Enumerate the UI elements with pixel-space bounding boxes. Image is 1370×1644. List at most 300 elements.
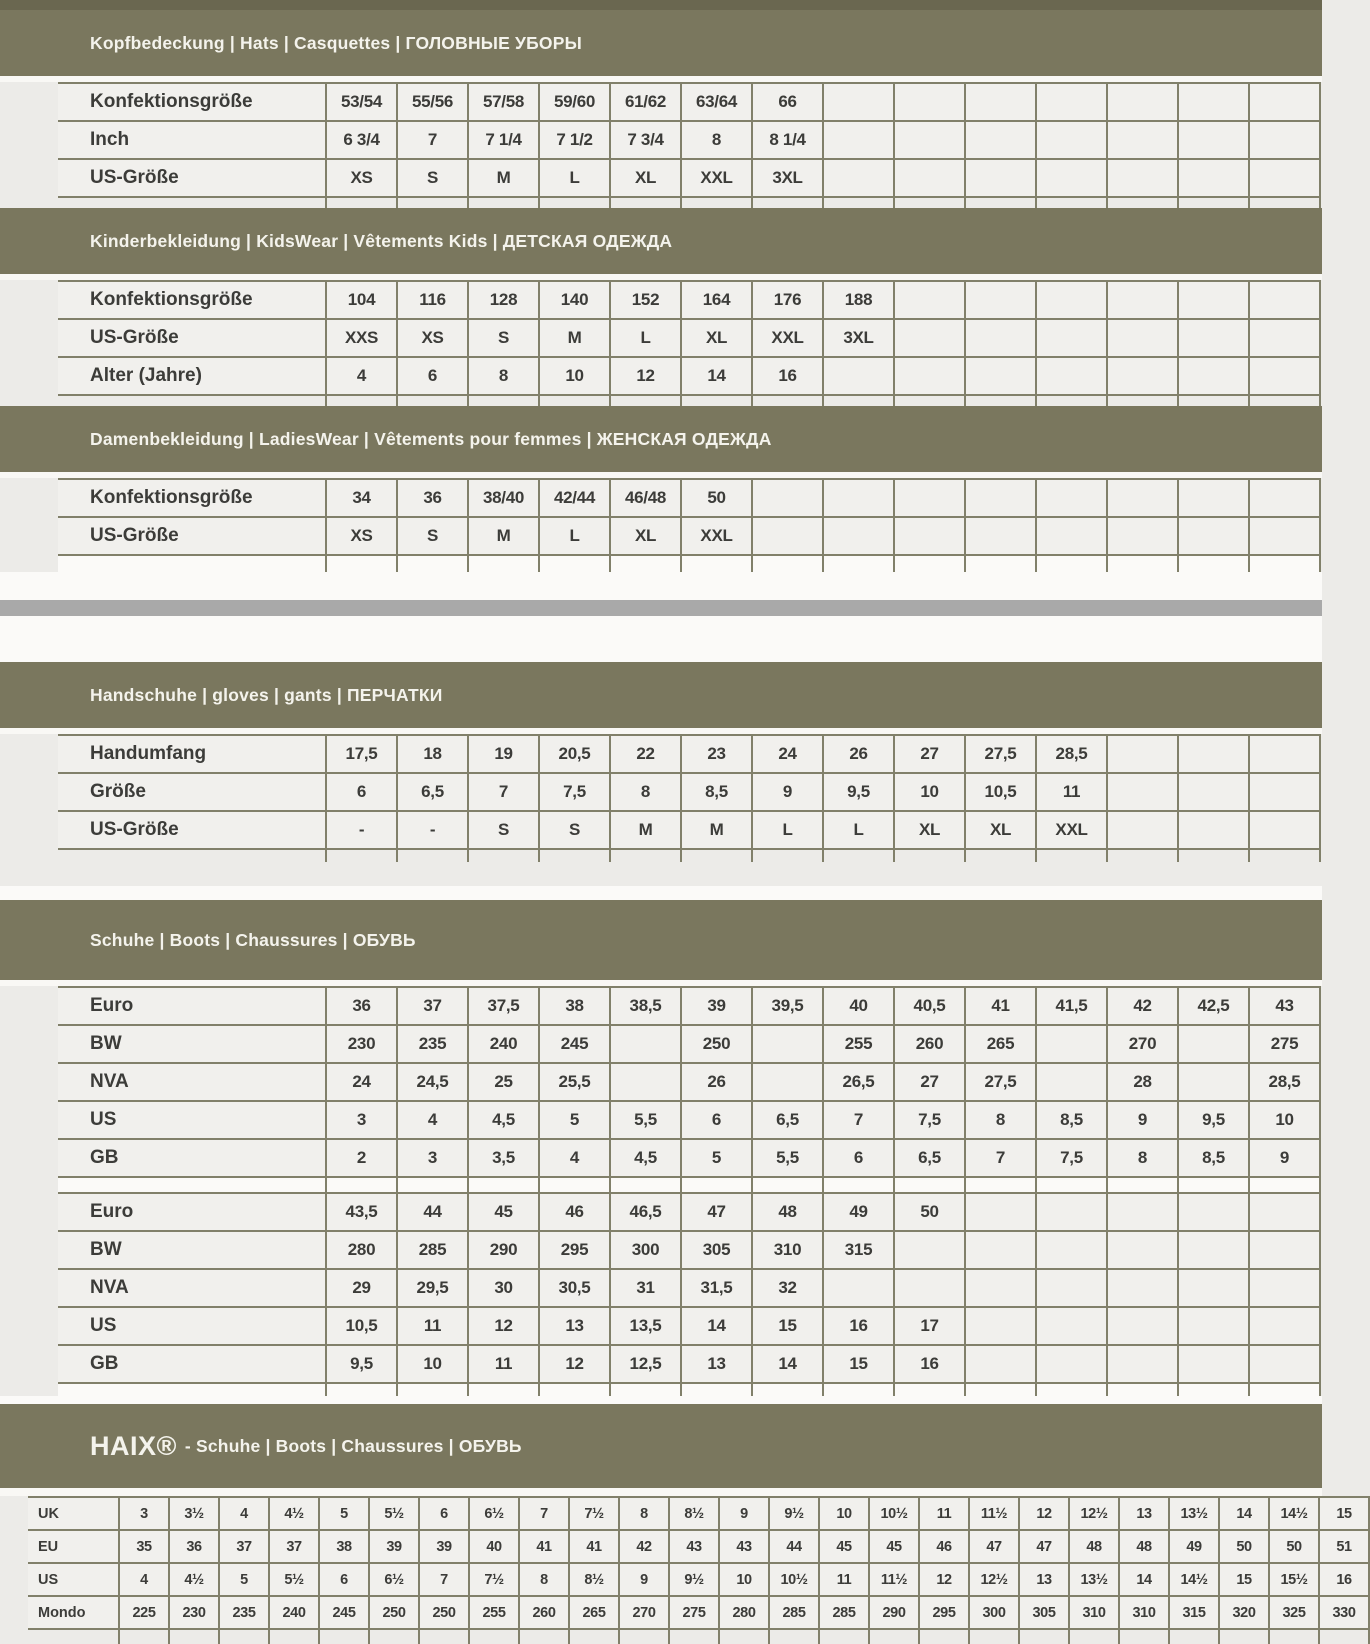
size-cell: 12½ — [1069, 1497, 1119, 1530]
size-cell: 305 — [1019, 1596, 1069, 1629]
size-cell: 10 — [397, 1345, 468, 1383]
size-cell: 27 — [894, 735, 965, 773]
size-cell: 50 — [894, 1193, 965, 1231]
page-gap — [0, 862, 1322, 886]
size-cell: 12½ — [969, 1563, 1019, 1596]
size-cell: 188 — [823, 281, 894, 319]
size-cell: 47 — [681, 1193, 752, 1231]
size-cell: 10 — [819, 1497, 869, 1530]
size-cell — [1249, 357, 1320, 395]
size-cell: 43 — [1249, 987, 1320, 1025]
size-cell: XXS — [326, 319, 397, 357]
size-cell: 35 — [119, 1530, 169, 1563]
size-cell: 8,5 — [1178, 1139, 1249, 1177]
size-cell: 66 — [752, 83, 823, 121]
size-cell: 8½ — [669, 1497, 719, 1530]
size-cell: 9 — [1249, 1139, 1320, 1177]
size-cell: 8½ — [569, 1563, 619, 1596]
size-cell — [1249, 1193, 1320, 1231]
size-cell: 41,5 — [1036, 987, 1107, 1025]
size-cell: 29 — [326, 1269, 397, 1307]
size-cell: 10½ — [869, 1497, 919, 1530]
size-cell: 15 — [823, 1345, 894, 1383]
size-cell: L — [610, 319, 681, 357]
size-cell: 39 — [681, 987, 752, 1025]
size-cell: 46 — [539, 1193, 610, 1231]
white-band — [0, 1396, 1322, 1404]
size-cell: 5½ — [369, 1497, 419, 1530]
size-cell: 4 — [219, 1497, 269, 1530]
size-cell: XXL — [1036, 811, 1107, 849]
size-cell: 7 1/4 — [468, 121, 539, 159]
size-cell: 4 — [326, 357, 397, 395]
size-cell: 235 — [219, 1596, 269, 1629]
size-cell: 9,5 — [823, 773, 894, 811]
size-cell: 6,5 — [397, 773, 468, 811]
white-band — [0, 572, 1322, 600]
size-cell: 22 — [610, 735, 681, 773]
size-cell — [894, 83, 965, 121]
size-cell — [965, 517, 1036, 555]
table-row — [58, 1193, 1320, 1231]
size-cell: 6 — [326, 773, 397, 811]
size-cell — [1036, 1345, 1107, 1383]
size-cell — [894, 159, 965, 197]
size-cell: 42 — [1107, 987, 1178, 1025]
border-stub-row — [58, 395, 1320, 406]
size-cell — [965, 121, 1036, 159]
size-cell: 14 — [752, 1345, 823, 1383]
size-cell: 36 — [169, 1530, 219, 1563]
top-dark-strip — [0, 0, 1322, 10]
size-cell: 6 — [419, 1497, 469, 1530]
size-cell — [1107, 1193, 1178, 1231]
table-row — [58, 1025, 1320, 1063]
row-label: Alter (Jahre) — [58, 357, 326, 395]
section-title: Damenbekleidung | LadiesWear | Vêtements pour femmes | ЖЕНСКАЯ ОДЕЖДА — [90, 428, 772, 449]
size-cell: 176 — [752, 281, 823, 319]
size-cell — [1249, 159, 1320, 197]
size-cell: 17 — [894, 1307, 965, 1345]
size-cell: 4 — [119, 1563, 169, 1596]
size-cell: 12 — [1019, 1497, 1069, 1530]
size-cell: 4 — [397, 1101, 468, 1139]
size-cell — [1249, 1345, 1320, 1383]
size-cell — [1178, 83, 1249, 121]
size-cell — [1249, 517, 1320, 555]
size-cell: 40 — [823, 987, 894, 1025]
size-cell: 3½ — [169, 1497, 219, 1530]
size-cell — [1178, 811, 1249, 849]
size-cell: XXL — [681, 517, 752, 555]
size-cell: 270 — [1107, 1025, 1178, 1063]
size-cell: 7,5 — [894, 1101, 965, 1139]
size-cell: 40,5 — [894, 987, 965, 1025]
size-cell: 46/48 — [610, 479, 681, 517]
size-cell: 15 — [1319, 1497, 1369, 1530]
size-cell — [823, 479, 894, 517]
size-cell: 41 — [569, 1530, 619, 1563]
size-cell — [894, 319, 965, 357]
size-cell — [965, 281, 1036, 319]
size-cell — [1107, 357, 1178, 395]
size-cell: 225 — [119, 1596, 169, 1629]
size-cell: 49 — [1169, 1530, 1219, 1563]
size-cell: L — [539, 517, 610, 555]
size-cell: 9 — [619, 1563, 669, 1596]
size-cell: 7 — [397, 121, 468, 159]
size-cell: XXL — [752, 319, 823, 357]
size-cell: 14½ — [1269, 1497, 1319, 1530]
size-cell — [1249, 1307, 1320, 1345]
section-header-kids — [0, 208, 1322, 274]
size-cell — [1249, 479, 1320, 517]
size-cell: 10 — [894, 773, 965, 811]
size-cell: 18 — [397, 735, 468, 773]
size-cell: 15½ — [1269, 1563, 1319, 1596]
size-cell — [1107, 811, 1178, 849]
size-cell — [965, 159, 1036, 197]
size-cell — [1036, 1025, 1107, 1063]
size-cell — [1178, 1063, 1249, 1101]
size-cell: 7½ — [469, 1563, 519, 1596]
size-cell: 10 — [1249, 1101, 1320, 1139]
size-cell — [1036, 1063, 1107, 1101]
size-table-haix — [28, 1496, 1370, 1644]
size-cell — [823, 121, 894, 159]
border-stub-row — [28, 1629, 1369, 1644]
size-cell: M — [681, 811, 752, 849]
size-cell: 12 — [468, 1307, 539, 1345]
table-row — [58, 479, 1320, 517]
size-cell: 43 — [719, 1530, 769, 1563]
size-cell: L — [752, 811, 823, 849]
table-row — [58, 517, 1320, 555]
size-cell: 5,5 — [752, 1139, 823, 1177]
size-cell: 42 — [619, 1530, 669, 1563]
size-cell: 11 — [819, 1563, 869, 1596]
size-cell: 164 — [681, 281, 752, 319]
size-table-ladies — [58, 478, 1321, 572]
size-cell: XXL — [681, 159, 752, 197]
size-cell: 5 — [319, 1497, 369, 1530]
size-cell: 13 — [539, 1307, 610, 1345]
size-cell: 11 — [397, 1307, 468, 1345]
size-cell: 36 — [397, 479, 468, 517]
size-cell: 27,5 — [965, 735, 1036, 773]
size-cell: 42,5 — [1178, 987, 1249, 1025]
table-row — [28, 1530, 1369, 1563]
size-cell: 140 — [539, 281, 610, 319]
size-cell — [1107, 517, 1178, 555]
row-label: Mondo — [28, 1596, 119, 1629]
size-cell: 315 — [823, 1231, 894, 1269]
size-cell — [1249, 811, 1320, 849]
size-cell: 13½ — [1169, 1497, 1219, 1530]
section-title: Handschuhe | gloves | gants | ПЕРЧАТКИ — [90, 684, 443, 705]
row-label: US-Größe — [58, 517, 326, 555]
size-cell: 57/58 — [468, 83, 539, 121]
size-table-kids — [58, 280, 1321, 406]
size-cell — [965, 1307, 1036, 1345]
row-label: US-Größe — [58, 319, 326, 357]
row-label: Konfektionsgröße — [58, 83, 326, 121]
size-cell — [894, 281, 965, 319]
size-cell: 255 — [823, 1025, 894, 1063]
size-cell: 8 — [965, 1101, 1036, 1139]
size-cell: 128 — [468, 281, 539, 319]
size-cell: 48 — [1069, 1530, 1119, 1563]
size-cell: 295 — [919, 1596, 969, 1629]
size-cell: S — [397, 159, 468, 197]
size-cell: 37,5 — [468, 987, 539, 1025]
size-cell: 7,5 — [539, 773, 610, 811]
size-cell: 50 — [1219, 1530, 1269, 1563]
size-cell — [1036, 159, 1107, 197]
size-cell: 42/44 — [539, 479, 610, 517]
row-label: GB — [58, 1139, 326, 1177]
size-cell — [1107, 735, 1178, 773]
size-cell — [1178, 1193, 1249, 1231]
size-cell: 4,5 — [468, 1101, 539, 1139]
row-label: UK — [28, 1497, 119, 1530]
size-cell: 9½ — [669, 1563, 719, 1596]
size-cell: 5 — [539, 1101, 610, 1139]
size-cell — [965, 1269, 1036, 1307]
size-cell — [1178, 517, 1249, 555]
size-cell: 3 — [119, 1497, 169, 1530]
size-cell: 32 — [752, 1269, 823, 1307]
size-cell — [1036, 357, 1107, 395]
size-cell: 300 — [610, 1231, 681, 1269]
size-cell — [1178, 735, 1249, 773]
size-cell — [965, 83, 1036, 121]
size-cell: 13 — [681, 1345, 752, 1383]
size-cell — [752, 479, 823, 517]
size-cell — [965, 479, 1036, 517]
size-cell: 290 — [869, 1596, 919, 1629]
size-cell: M — [539, 319, 610, 357]
size-cell: 280 — [719, 1596, 769, 1629]
size-cell: 8 1/4 — [752, 121, 823, 159]
size-cell: 7 — [419, 1563, 469, 1596]
size-cell — [1107, 773, 1178, 811]
size-cell: 250 — [369, 1596, 419, 1629]
table-row — [58, 1063, 1320, 1101]
size-cell: 250 — [681, 1025, 752, 1063]
section-gloves — [0, 662, 1322, 862]
size-cell: 49 — [823, 1193, 894, 1231]
table-row — [58, 1139, 1320, 1177]
size-cell — [1107, 281, 1178, 319]
size-cell: 9,5 — [1178, 1101, 1249, 1139]
size-cell: M — [468, 517, 539, 555]
size-cell: 4½ — [269, 1497, 319, 1530]
size-cell: 265 — [569, 1596, 619, 1629]
row-label: US-Größe — [58, 159, 326, 197]
size-cell: 3,5 — [468, 1139, 539, 1177]
size-cell: 8 — [468, 357, 539, 395]
size-cell — [1036, 319, 1107, 357]
size-cell: 13 — [1019, 1563, 1069, 1596]
size-cell: 14 — [681, 1307, 752, 1345]
size-cell: 10,5 — [326, 1307, 397, 1345]
section-kids — [0, 208, 1322, 406]
size-cell: 270 — [619, 1596, 669, 1629]
divider — [0, 1488, 1322, 1496]
size-cell: 31 — [610, 1269, 681, 1307]
size-cell: XL — [610, 517, 681, 555]
size-cell — [1036, 479, 1107, 517]
size-cell: 46,5 — [610, 1193, 681, 1231]
size-cell: 7 — [823, 1101, 894, 1139]
size-cell: 15 — [1219, 1563, 1269, 1596]
size-cell: 320 — [1219, 1596, 1269, 1629]
border-stub-row — [58, 197, 1320, 208]
row-label: US — [58, 1307, 326, 1345]
size-cell — [1107, 159, 1178, 197]
size-cell: 325 — [1269, 1596, 1319, 1629]
size-cell — [823, 357, 894, 395]
size-cell: 26 — [823, 735, 894, 773]
size-cell — [1249, 773, 1320, 811]
size-cell: 7 — [519, 1497, 569, 1530]
section-ladies — [0, 406, 1322, 572]
size-cell: 59/60 — [539, 83, 610, 121]
size-cell: 23 — [681, 735, 752, 773]
white-band — [0, 886, 1322, 900]
size-cell: 16 — [823, 1307, 894, 1345]
size-cell: 7 1/2 — [539, 121, 610, 159]
size-cell — [1036, 83, 1107, 121]
size-cell — [1249, 1231, 1320, 1269]
size-cell — [1249, 83, 1320, 121]
size-cell — [1178, 1307, 1249, 1345]
size-cell — [894, 517, 965, 555]
size-cell: S — [539, 811, 610, 849]
size-cell: 265 — [965, 1025, 1036, 1063]
border-stub-row — [58, 1177, 1320, 1192]
size-cell: 315 — [1169, 1596, 1219, 1629]
table-row — [28, 1497, 1369, 1530]
size-cell — [752, 517, 823, 555]
size-cell: 28,5 — [1036, 735, 1107, 773]
size-cell: 50 — [1269, 1530, 1319, 1563]
size-cell: XL — [965, 811, 1036, 849]
size-cell — [1036, 1231, 1107, 1269]
size-cell: 11½ — [869, 1563, 919, 1596]
size-table-boots-1 — [58, 986, 1321, 1192]
section-header-hats — [0, 10, 1322, 76]
size-cell: 27,5 — [965, 1063, 1036, 1101]
size-cell: 37 — [269, 1530, 319, 1563]
size-cell: 8,5 — [1036, 1101, 1107, 1139]
size-cell: 26 — [681, 1063, 752, 1101]
section-header-gloves — [0, 662, 1322, 728]
size-cell: 11 — [468, 1345, 539, 1383]
size-cell: S — [397, 517, 468, 555]
size-cell: 16 — [1319, 1563, 1369, 1596]
size-cell: 38/40 — [468, 479, 539, 517]
row-label: EU — [28, 1530, 119, 1563]
size-cell — [823, 83, 894, 121]
size-cell — [894, 357, 965, 395]
size-cell: 27 — [894, 1063, 965, 1101]
size-cell — [1036, 121, 1107, 159]
table-row — [28, 1563, 1369, 1596]
row-label: US-Größe — [58, 811, 326, 849]
section-hats — [0, 10, 1322, 208]
table-row — [58, 1345, 1320, 1383]
section-title: - Schuhe | Boots | Chaussures | ОБУВЬ — [184, 1435, 522, 1456]
size-cell: 8 — [610, 773, 681, 811]
size-cell: 10,5 — [965, 773, 1036, 811]
size-cell: 285 — [819, 1596, 869, 1629]
size-cell: 45 — [869, 1530, 919, 1563]
size-cell: 5 — [219, 1563, 269, 1596]
table-row — [58, 1269, 1320, 1307]
size-cell — [1107, 319, 1178, 357]
size-cell: 53/54 — [326, 83, 397, 121]
size-cell — [1107, 1345, 1178, 1383]
size-cell: 6 — [319, 1563, 369, 1596]
gray-divider-bar — [0, 600, 1322, 616]
size-cell: 38 — [539, 987, 610, 1025]
size-cell: 5 — [681, 1139, 752, 1177]
size-cell — [1249, 281, 1320, 319]
section-boots — [0, 900, 1322, 1396]
size-cell: 7½ — [569, 1497, 619, 1530]
size-cell: 7,5 — [1036, 1139, 1107, 1177]
size-cell: 9 — [719, 1497, 769, 1530]
table-row — [28, 1596, 1369, 1629]
size-cell: 7 — [965, 1139, 1036, 1177]
size-cell: M — [610, 811, 681, 849]
size-cell: 25 — [468, 1063, 539, 1101]
haix-brand-title: HAIX® — [90, 1430, 177, 1461]
size-cell — [1249, 319, 1320, 357]
size-cell: 3 — [326, 1101, 397, 1139]
size-cell: 310 — [1119, 1596, 1169, 1629]
size-cell: XL — [681, 319, 752, 357]
size-cell — [823, 159, 894, 197]
size-cell — [1036, 1269, 1107, 1307]
table-row — [58, 357, 1320, 395]
size-cell: 48 — [1119, 1530, 1169, 1563]
size-cell: 28 — [1107, 1063, 1178, 1101]
size-cell: 40 — [469, 1530, 519, 1563]
size-cell — [1036, 281, 1107, 319]
size-cell — [1107, 479, 1178, 517]
size-cell: 24 — [752, 735, 823, 773]
size-cell: 34 — [326, 479, 397, 517]
size-cell: 285 — [397, 1231, 468, 1269]
size-cell — [1178, 1231, 1249, 1269]
row-label: BW — [58, 1231, 326, 1269]
size-cell: 44 — [769, 1530, 819, 1563]
size-cell: 6½ — [369, 1563, 419, 1596]
section-title: Kinderbekleidung | KidsWear | Vêtements Kids | ДЕТСКАЯ ОДЕЖДА — [90, 230, 673, 251]
row-label: Euro — [58, 1193, 326, 1231]
size-cell: 31,5 — [681, 1269, 752, 1307]
size-cell: 245 — [539, 1025, 610, 1063]
size-cell: 61/62 — [610, 83, 681, 121]
section-title: Kopfbedeckung | Hats | Casquettes | ГОЛОВНЫЕ УБОРЫ — [90, 32, 582, 53]
size-cell: S — [468, 811, 539, 849]
size-table-boots-2 — [58, 1192, 1321, 1396]
size-cell: 11 — [919, 1497, 969, 1530]
table-row — [58, 773, 1320, 811]
